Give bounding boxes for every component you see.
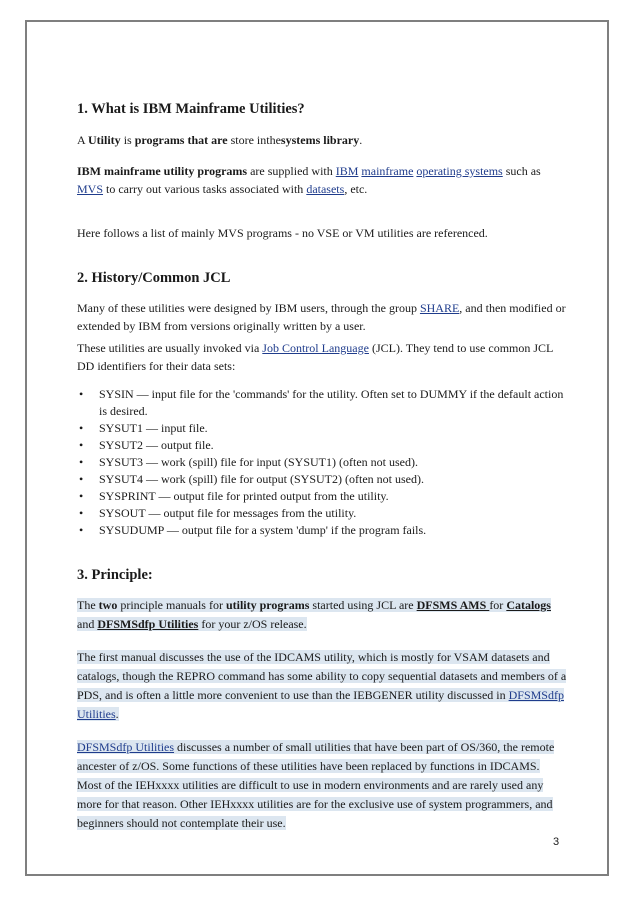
bullet-icon: •	[79, 438, 84, 452]
list-item	[77, 437, 567, 454]
bold-systems-library: systems library	[280, 133, 360, 147]
highlighted-text	[77, 598, 551, 631]
list-item-text: SYSUT3 — work (spill) file for input (SYSUT1) (often not used).	[99, 455, 418, 469]
list-item	[77, 505, 567, 522]
text: for	[489, 598, 507, 612]
text: discusses a number of small utilities that have been part of OS/360, the remote ancester of z/OS. Some functions of these utilities have been replaced by functions in IDCAMS. Most of the IEHxxxx utilities are difficult to use in modern environments and are rarely used any more for that reason. Other IEHxxxx utilities are for the exclusive use of system programmers, and beginners should not contemplate their use.	[77, 740, 555, 830]
bold-utility-programs: utility programs	[225, 598, 310, 612]
text: , and then modified or extended by IBM from versions originally written by a user.	[77, 301, 566, 333]
text: are supplied with	[247, 164, 336, 178]
bullet-icon: •	[79, 472, 84, 486]
list-item	[77, 386, 567, 420]
list-item-text: SYSIN — input file for the 'commands' for the utility. Often set to DUMMY if the default action is desired.	[99, 387, 564, 418]
list-item-text: SYSPRINT — output file for printed output from the utility.	[99, 489, 389, 503]
text: is	[120, 133, 135, 147]
list-item-text: SYSUT1 — input file.	[99, 421, 208, 435]
text: The	[77, 598, 99, 612]
highlighted-text	[77, 650, 566, 721]
bold-utility: Utility	[88, 133, 121, 147]
list-item	[77, 420, 567, 437]
list-item-text: SYSUT2 — output file.	[99, 438, 214, 452]
bold-utility-programs: IBM mainframe utility programs	[77, 164, 248, 178]
link-dfsmsdfp-utilities[interactable]: DFSMSdfp Utilities	[97, 617, 199, 631]
supplied-paragraph	[77, 162, 567, 198]
utility-definition	[77, 131, 567, 149]
text: to carry out various tasks associated with	[103, 182, 307, 196]
bullet-icon: •	[79, 455, 84, 469]
text: These utilities are usually invoked via	[77, 341, 263, 355]
link-dfsmsdfp-utilities[interactable]: DFSMSdfp Utilities	[77, 740, 175, 754]
bold-programs: programs that are	[134, 133, 228, 147]
principle-paragraph	[77, 596, 567, 634]
list-item	[77, 522, 567, 539]
link-datasets[interactable]: datasets	[306, 182, 345, 196]
section-2-heading: 2. History/Common JCL	[77, 270, 231, 286]
link-mainframe[interactable]: mainframe	[361, 164, 414, 178]
link-ibm[interactable]: IBM	[335, 164, 359, 178]
text: Many of these utilities were designed by IBM users, through the group	[77, 301, 420, 315]
text: .	[359, 133, 363, 147]
section-3-heading: 3. Principle:	[77, 567, 153, 583]
idcams-paragraph	[77, 648, 567, 724]
dfsmsdfp-paragraph	[77, 738, 567, 833]
text: started using JCL are	[309, 598, 417, 612]
list-item-text: SYSUDUMP — output file for a system 'dump' if the program fails.	[99, 523, 427, 537]
list-item-text: SYSUT4 — work (spill) file for output (SYSUT2) (often not used).	[99, 472, 424, 486]
bullet-icon: •	[79, 421, 84, 435]
text: The first manual discusses the use of the IDCAMS utility, which is mostly for VSAM datasets and catalogs, though the REPRO command has some ability to copy sequential datasets and members of a PDS, and is often a little more convenient to use than the IEBGENER utility discussed in	[77, 650, 567, 702]
text: (JCL). They tend to use common JCL DD identifiers for their data sets:	[77, 341, 553, 373]
list-item	[77, 471, 567, 488]
document-body	[77, 100, 567, 833]
text: .	[115, 707, 119, 721]
text: for your z/OS release.	[198, 617, 307, 631]
jcl-paragraph	[77, 339, 567, 375]
text: such as	[502, 164, 541, 178]
bullet-icon: •	[79, 506, 84, 520]
list-intro: Here follows a list of mainly MVS programs - no VSE or VM utilities are referenced.	[77, 226, 488, 240]
highlighted-text	[77, 740, 554, 830]
text: store inthe	[227, 133, 281, 147]
dd-identifier-list	[77, 386, 567, 539]
bold-two: two	[98, 598, 118, 612]
page-number: 3	[553, 836, 560, 848]
text: A	[77, 133, 89, 147]
link-operating-systems[interactable]: operating systems	[416, 164, 503, 178]
history-paragraph	[77, 299, 567, 335]
bullet-icon: •	[79, 489, 84, 503]
text: principle manuals for	[117, 598, 226, 612]
text: , etc.	[344, 182, 368, 196]
section-1-heading: 1. What is IBM Mainframe Utilities?	[77, 101, 305, 117]
link-share[interactable]: SHARE	[419, 301, 460, 315]
list-item	[77, 454, 567, 471]
bullet-icon: •	[79, 387, 84, 401]
list-item	[77, 488, 567, 505]
link-dfsms-ams[interactable]: DFSMS AMS	[416, 598, 490, 612]
link-mvs[interactable]: MVS	[77, 182, 104, 196]
text: and	[77, 617, 98, 631]
link-job-control-language[interactable]: Job Control Language	[262, 341, 369, 355]
list-item-text: SYSOUT — output file for messages from the utility.	[99, 506, 357, 520]
link-catalogs[interactable]: Catalogs	[506, 598, 551, 612]
bullet-icon: •	[79, 523, 84, 537]
link-dfsmsdfp-utilities[interactable]: DFSMSdfp Utilities	[77, 688, 564, 721]
